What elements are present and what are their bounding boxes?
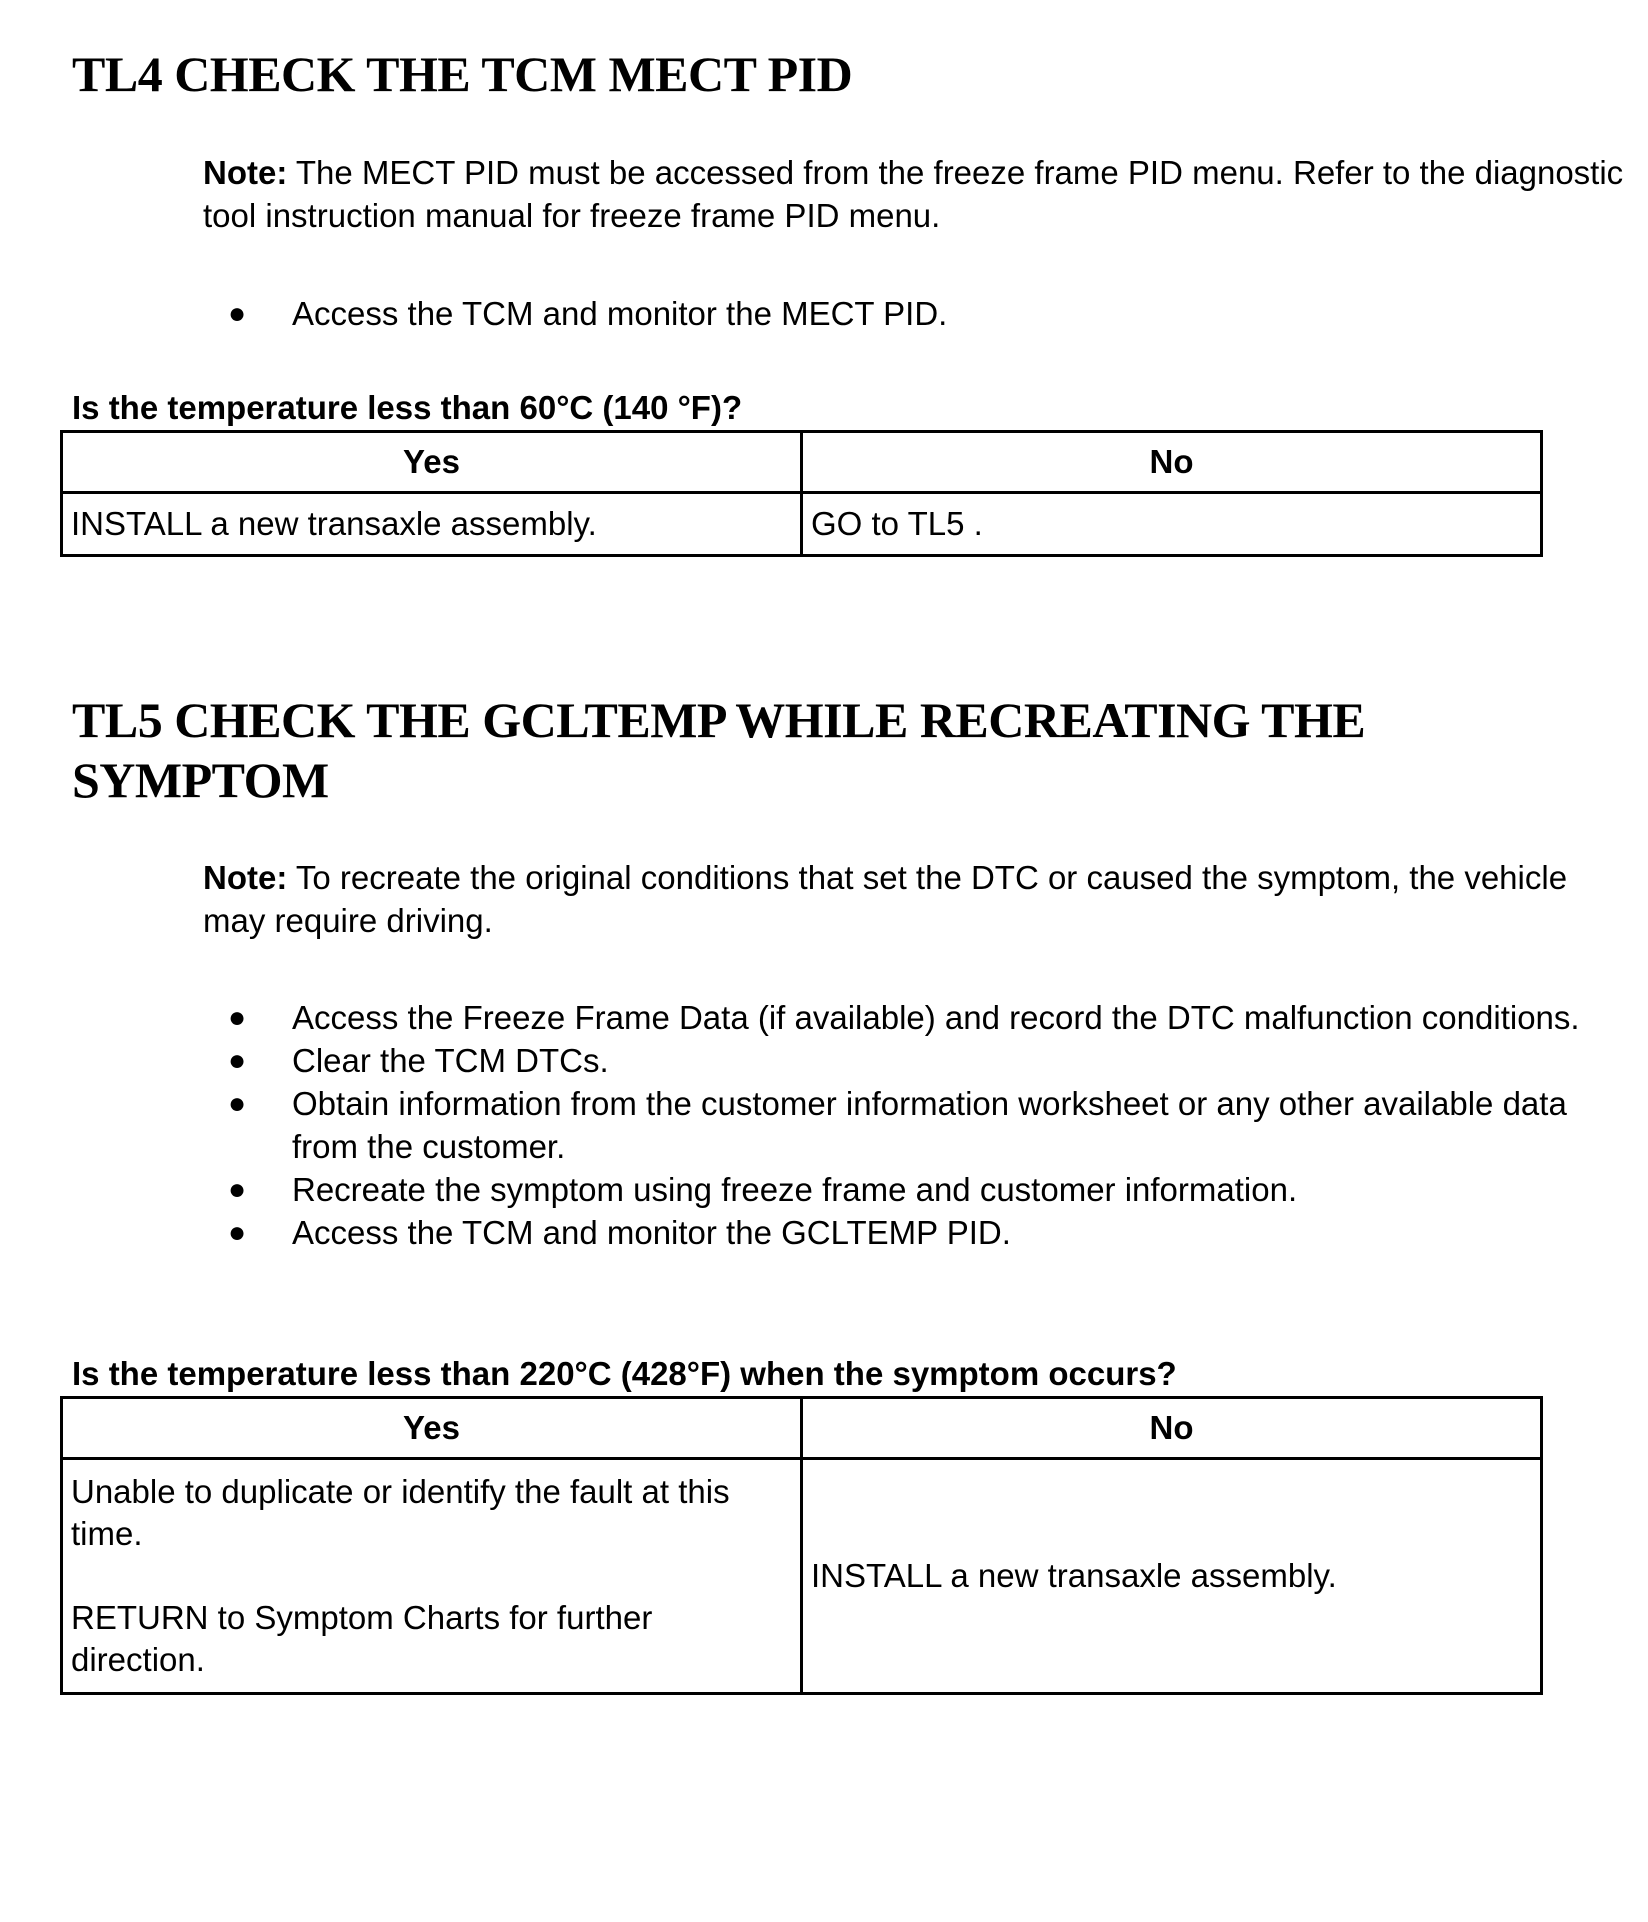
list-item-text: Access the TCM and monitor the GCLTEMP PID. bbox=[292, 1214, 1011, 1251]
tl4-note-text: The MECT PID must be accessed from the freeze frame PID menu. Refer to the diagnostic tool instruction manual for freeze frame PID menu. bbox=[203, 154, 1624, 234]
list-item bbox=[0, 1082, 1632, 1168]
bullet-icon: ● bbox=[228, 1044, 247, 1077]
yes-cell-text-2: RETURN to Symptom Charts for further direction. bbox=[71, 1599, 653, 1678]
tl4-yes-no-table bbox=[60, 430, 1543, 557]
table-row bbox=[62, 1459, 1542, 1694]
list-item bbox=[0, 1168, 1632, 1211]
tl4-heading: TL4 CHECK THE TCM MECT PID bbox=[72, 46, 853, 102]
tl5-heading bbox=[72, 690, 1365, 810]
table-row bbox=[62, 493, 1542, 556]
yes-header: Yes bbox=[62, 1398, 802, 1459]
list-item bbox=[0, 1211, 1632, 1254]
yes-cell-text-1: Unable to duplicate or identify the fault at this time. bbox=[71, 1473, 730, 1552]
list-item-text: Access the TCM and monitor the MECT PID. bbox=[292, 295, 948, 332]
yes-cell: INSTALL a new transaxle assembly. bbox=[62, 493, 802, 556]
tl5-yes-no-table bbox=[60, 1396, 1543, 1695]
tl5-note-label: Note: bbox=[203, 859, 288, 896]
yes-cell bbox=[62, 1459, 802, 1694]
bullet-icon: ● bbox=[228, 1216, 247, 1249]
bullet-icon: ● bbox=[228, 297, 247, 330]
table-header-row bbox=[62, 432, 1542, 493]
no-header: No bbox=[802, 1398, 1542, 1459]
table-header-row bbox=[62, 1398, 1542, 1459]
tl5-note bbox=[203, 856, 1633, 942]
list-item-text: Clear the TCM DTCs. bbox=[292, 1042, 609, 1079]
list-item-text: Obtain information from the customer information worksheet or any other available data from the customer. bbox=[292, 1085, 1567, 1165]
list-item-text: Recreate the symptom using freeze frame and customer information. bbox=[292, 1171, 1298, 1208]
list-item bbox=[0, 996, 1632, 1039]
bullet-icon: ● bbox=[228, 1087, 247, 1120]
list-item bbox=[0, 1039, 1632, 1082]
tl4-question: Is the temperature less than 60°C (140 °F)? bbox=[72, 389, 743, 426]
no-cell: GO to TL5 . bbox=[802, 493, 1542, 556]
tl5-bullet-list bbox=[0, 996, 1632, 1254]
list-item bbox=[0, 292, 1632, 335]
cell-spacer bbox=[71, 1555, 792, 1597]
tl5-question: Is the temperature less than 220°C (428°F) when the symptom occurs? bbox=[72, 1355, 1177, 1392]
tl4-bullet-list bbox=[0, 292, 1632, 335]
no-cell: INSTALL a new transaxle assembly. bbox=[802, 1459, 1542, 1694]
no-header: No bbox=[802, 432, 1542, 493]
list-item-text: Access the Freeze Frame Data (if available) and record the DTC malfunction conditions. bbox=[292, 999, 1580, 1036]
yes-header: Yes bbox=[62, 432, 802, 493]
bullet-icon: ● bbox=[228, 1001, 247, 1034]
tl5-note-text: To recreate the original conditions that set the DTC or caused the symptom, the vehicle may require driving. bbox=[203, 859, 1568, 939]
tl5-heading-line1: TL5 CHECK THE GCLTEMP WHILE RECREATING THE bbox=[72, 692, 1366, 748]
tl4-note-label: Note: bbox=[203, 154, 288, 191]
tl4-note bbox=[203, 151, 1633, 237]
tl5-heading-line2: SYMPTOM bbox=[72, 752, 329, 808]
bullet-icon: ● bbox=[228, 1173, 247, 1206]
